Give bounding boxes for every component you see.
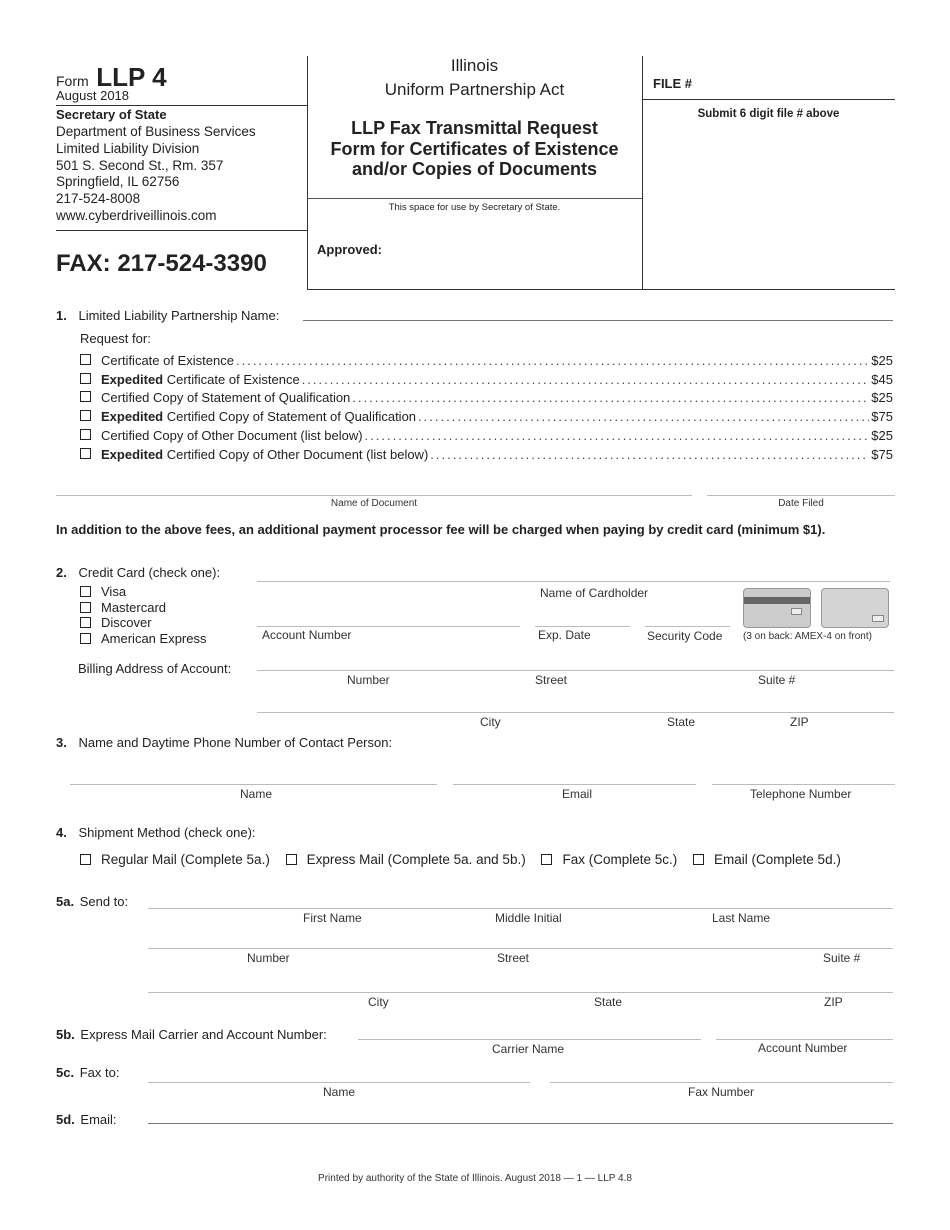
checkbox[interactable] bbox=[80, 373, 91, 384]
card-label: Visa bbox=[101, 584, 127, 599]
card-option-visa[interactable] bbox=[80, 584, 206, 600]
shipment-options bbox=[80, 852, 841, 867]
option-label: Email (Complete 5d.) bbox=[714, 852, 841, 867]
security-code-note: (3 on back: AMEX-4 on front) bbox=[743, 631, 872, 642]
billing-zip-caption: ZIP bbox=[790, 715, 809, 729]
checkbox[interactable] bbox=[80, 854, 91, 865]
send-to-address-field[interactable] bbox=[148, 948, 893, 949]
send-city-caption: City bbox=[368, 995, 389, 1009]
partnership-name-field[interactable] bbox=[303, 320, 893, 321]
section-number: 2. bbox=[56, 565, 67, 580]
fax-number: FAX: 217-524-3390 bbox=[56, 250, 267, 277]
email-to-field[interactable] bbox=[148, 1123, 893, 1124]
security-code-box bbox=[872, 615, 884, 622]
first-name-caption: First Name bbox=[303, 911, 362, 925]
sos-title: Secretary of State bbox=[56, 107, 167, 122]
request-item[interactable] bbox=[80, 372, 893, 387]
send-to-label: Send to: bbox=[79, 894, 129, 909]
checkbox[interactable] bbox=[80, 617, 91, 628]
leader-dots bbox=[352, 390, 869, 405]
section-number: 5a. bbox=[56, 894, 75, 909]
date-filed-field[interactable] bbox=[707, 495, 895, 496]
billing-address-label: Billing Address of Account: bbox=[78, 661, 232, 676]
dept-line: www.cyberdriveillinois.com bbox=[56, 207, 217, 223]
cardholder-line-top bbox=[257, 581, 890, 582]
act-name: Uniform Partnership Act bbox=[384, 80, 565, 99]
item-label: Certificate of Existence bbox=[163, 372, 300, 387]
checkbox[interactable] bbox=[80, 354, 91, 365]
carrier-label: Express Mail Carrier and Account Number: bbox=[80, 1027, 327, 1042]
billing-street-caption: Street bbox=[535, 673, 568, 687]
dept-line: Department of Business Services bbox=[56, 124, 256, 139]
item-price: $25 bbox=[871, 390, 893, 405]
billing-suite-caption: Suite # bbox=[758, 673, 796, 687]
contact-person-label: Name and Daytime Phone Number of Contact Person: bbox=[78, 735, 393, 750]
request-item[interactable] bbox=[80, 428, 893, 443]
checkbox[interactable] bbox=[80, 410, 91, 421]
request-for-label: Request for: bbox=[80, 331, 151, 346]
send-suite-caption: Suite # bbox=[823, 951, 861, 965]
section-3-heading bbox=[56, 735, 392, 750]
state-name: Illinois bbox=[450, 56, 499, 75]
send-number-caption: Number bbox=[247, 951, 290, 965]
section-number: 3. bbox=[56, 735, 67, 750]
checkbox[interactable] bbox=[80, 429, 91, 440]
dept-line: 217-524-8008 bbox=[56, 191, 141, 207]
checkbox[interactable] bbox=[80, 586, 91, 597]
shipment-option-regular-mail[interactable] bbox=[80, 852, 270, 867]
request-item[interactable] bbox=[80, 353, 893, 368]
card-label: Mastercard bbox=[101, 599, 167, 615]
card-option-mastercard[interactable] bbox=[80, 600, 206, 616]
contact-email-caption: Email bbox=[562, 787, 593, 801]
shipment-method-label: Shipment Method (check one): bbox=[78, 825, 256, 840]
billing-number-caption: Number bbox=[347, 673, 390, 687]
title-line: and/or Copies of Documents bbox=[351, 159, 598, 179]
option-label: Express Mail (Complete 5a. and 5b.) bbox=[306, 852, 526, 867]
item-label: Certificate of Existence bbox=[101, 353, 234, 368]
sos-use-top bbox=[307, 198, 642, 199]
item-price: $25 bbox=[871, 353, 893, 368]
dept-address bbox=[56, 124, 256, 225]
fax-to-label: Fax to: bbox=[79, 1065, 120, 1080]
file-line bbox=[642, 99, 895, 100]
fax-name-caption: Name bbox=[323, 1085, 356, 1099]
form-prefix: Form bbox=[56, 73, 89, 89]
card-option-discover[interactable] bbox=[80, 615, 206, 631]
fee-notice: In addition to the above fees, an additional payment processor fee will be charged when paying by credit card (minimum $1). bbox=[56, 522, 826, 537]
send-street-caption: Street bbox=[497, 951, 530, 965]
account-number-caption: Account Number bbox=[262, 628, 352, 642]
header-divider bbox=[56, 105, 307, 106]
file-label: FILE # bbox=[653, 76, 693, 91]
middle-initial-caption: Middle Initial bbox=[495, 911, 562, 925]
section-4-heading bbox=[56, 825, 256, 840]
dept-line: 501 S. Second St., Rm. 357 bbox=[56, 157, 224, 173]
signature-panel bbox=[791, 608, 802, 615]
card-option-amex[interactable] bbox=[80, 631, 206, 647]
security-code-field[interactable] bbox=[645, 626, 730, 627]
leader-dots bbox=[302, 372, 870, 387]
contact-phone-caption: Telephone Number bbox=[750, 787, 852, 801]
section-5b-heading bbox=[56, 1027, 327, 1042]
checkbox[interactable] bbox=[80, 633, 91, 644]
send-to-name-field[interactable] bbox=[148, 908, 893, 909]
item-price: $45 bbox=[871, 372, 893, 387]
fax-to-number-field[interactable] bbox=[550, 1082, 893, 1083]
billing-state-caption: State bbox=[667, 715, 696, 729]
item-label: Certified Copy of Other Document (list below) bbox=[101, 428, 363, 443]
billing-city-caption: City bbox=[480, 715, 501, 729]
leader-dots bbox=[430, 447, 869, 462]
checkbox[interactable] bbox=[80, 602, 91, 613]
item-label: Certified Copy of Statement of Qualification bbox=[163, 409, 417, 424]
leader-dots bbox=[236, 353, 869, 368]
card-label: Discover bbox=[101, 615, 152, 630]
dept-line: Limited Liability Division bbox=[56, 140, 200, 156]
checkbox[interactable] bbox=[541, 854, 552, 865]
section-number: 5c. bbox=[56, 1065, 75, 1080]
dept-line: Springfield, IL 62756 bbox=[56, 174, 180, 190]
credit-card-label: Credit Card (check one): bbox=[78, 565, 221, 580]
section-number: 4. bbox=[56, 825, 67, 840]
leader-dots bbox=[365, 428, 870, 443]
contact-phone-field[interactable] bbox=[712, 784, 895, 785]
checkbox[interactable] bbox=[80, 391, 91, 402]
header-divider bbox=[56, 230, 307, 231]
date-filed-caption: Date Filed bbox=[778, 498, 824, 509]
document-name-caption: Name of Document bbox=[330, 498, 418, 509]
title-line: LLP Fax Transmittal Request bbox=[351, 118, 598, 138]
file-note: Submit 6 digit file # above bbox=[697, 108, 840, 120]
section-1-heading bbox=[56, 308, 279, 323]
header-bottom bbox=[307, 289, 895, 290]
request-item[interactable] bbox=[80, 390, 893, 405]
card-type-options bbox=[80, 584, 206, 646]
checkbox[interactable] bbox=[286, 854, 297, 865]
option-label: Regular Mail (Complete 5a.) bbox=[101, 852, 270, 867]
section-number: 5b. bbox=[56, 1027, 75, 1042]
carrier-account-field[interactable] bbox=[716, 1039, 893, 1040]
send-to-city-field[interactable] bbox=[148, 992, 893, 993]
billing-address-line1[interactable] bbox=[257, 670, 894, 671]
request-item[interactable] bbox=[80, 447, 893, 462]
account-number-field[interactable] bbox=[257, 626, 520, 627]
section-number: 5d. bbox=[56, 1112, 75, 1127]
section-5a-heading bbox=[56, 894, 128, 909]
shipment-option-express-mail[interactable] bbox=[286, 852, 526, 867]
card-back-illustration bbox=[743, 588, 811, 628]
item-price: $25 bbox=[871, 428, 893, 443]
card-front-illustration bbox=[821, 588, 889, 628]
carrier-name-field[interactable] bbox=[358, 1039, 701, 1040]
item-emphasis: Expedited bbox=[101, 372, 164, 387]
email-label: Email: bbox=[80, 1112, 117, 1127]
item-emphasis: Expedited bbox=[101, 447, 164, 462]
item-price: $75 bbox=[871, 409, 893, 424]
leader-dots bbox=[418, 409, 869, 424]
shipment-option-fax[interactable] bbox=[541, 852, 677, 867]
footer-note: Printed by authority of the State of Illinois. August 2018 — 1 — LLP 4.8 bbox=[318, 1173, 632, 1184]
request-item[interactable] bbox=[80, 409, 893, 424]
billing-address-line2[interactable] bbox=[257, 712, 894, 713]
checkbox[interactable] bbox=[693, 854, 704, 865]
item-emphasis: Expedited bbox=[101, 409, 164, 424]
form-date: August 2018 bbox=[56, 88, 130, 103]
security-code-caption: Security Code bbox=[647, 629, 723, 643]
sos-use-note: This space for use by Secretary of State. bbox=[388, 202, 561, 213]
item-price: $75 bbox=[871, 447, 893, 462]
item-label: Certified Copy of Other Document (list below) bbox=[163, 447, 429, 462]
magnetic-stripe bbox=[744, 597, 810, 604]
carrier-name-caption: Carrier Name bbox=[492, 1042, 565, 1056]
option-label: Fax (Complete 5c.) bbox=[562, 852, 678, 867]
exp-date-caption: Exp. Date bbox=[538, 628, 591, 642]
form-title bbox=[307, 118, 642, 180]
document-name-field[interactable] bbox=[56, 495, 692, 496]
carrier-account-caption: Account Number bbox=[758, 1041, 848, 1055]
last-name-caption: Last Name bbox=[712, 911, 771, 925]
checkbox[interactable] bbox=[80, 448, 91, 459]
fax-to-name-field[interactable] bbox=[148, 1082, 530, 1083]
header-vline bbox=[642, 56, 643, 289]
card-label: American Express bbox=[101, 630, 207, 646]
send-zip-caption: ZIP bbox=[824, 995, 843, 1009]
exp-date-field[interactable] bbox=[535, 626, 630, 627]
title-line: Form for Certificates of Existence bbox=[330, 138, 619, 159]
section-2-heading bbox=[56, 565, 220, 580]
approved-label: Approved: bbox=[317, 242, 382, 257]
item-label: Certified Copy of Statement of Qualification bbox=[101, 390, 351, 405]
cardholder-caption: Name of Cardholder bbox=[540, 586, 649, 600]
send-state-caption: State bbox=[594, 995, 623, 1009]
section-number: 1. bbox=[56, 308, 67, 323]
section-5c-heading bbox=[56, 1065, 119, 1080]
contact-name-field[interactable] bbox=[70, 784, 437, 785]
form-number: LLP 4 bbox=[96, 62, 167, 92]
section-5d-heading bbox=[56, 1112, 117, 1127]
contact-name-caption: Name bbox=[240, 787, 273, 801]
contact-email-field[interactable] bbox=[453, 784, 696, 785]
shipment-option-email[interactable] bbox=[693, 852, 841, 867]
fax-number-caption: Fax Number bbox=[688, 1085, 755, 1099]
partnership-name-label: Limited Liability Partnership Name: bbox=[78, 308, 280, 323]
